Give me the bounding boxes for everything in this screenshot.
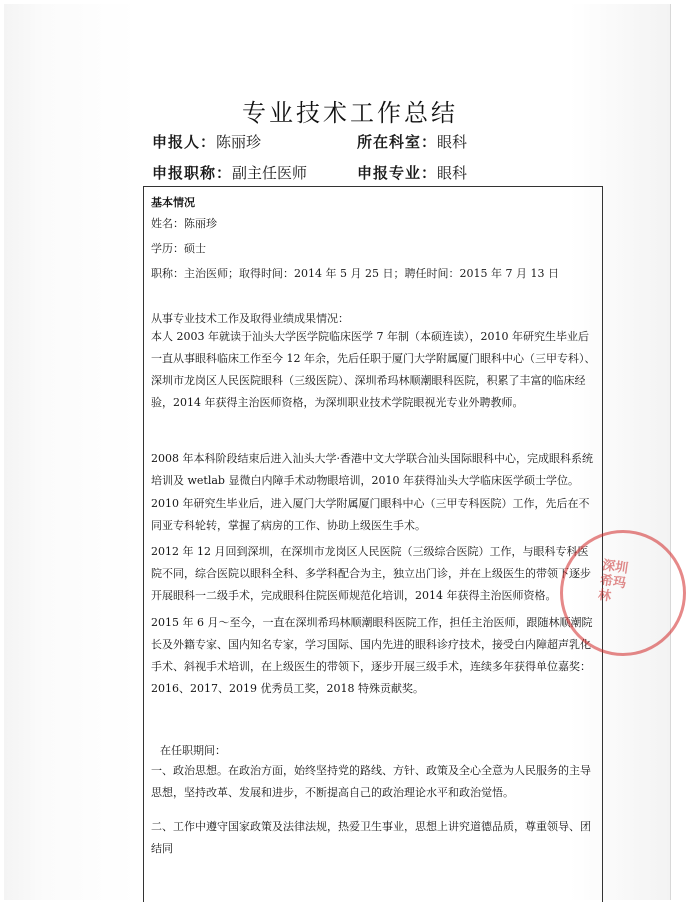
basic-info-heading: 基本情况 xyxy=(151,196,195,209)
department-value: 眼科 xyxy=(437,133,468,151)
apply-major-label: 申报专业： xyxy=(357,164,438,182)
name-line: 姓名：陈丽珍 xyxy=(151,217,217,230)
apply-title-value: 副主任医师 xyxy=(232,164,308,182)
work-paragraph-1: 本人 2003 年就读于汕头大学医学院临床医学 7 年制（本硕连读），2010 年研究生毕业后一直从事眼科临床工作至今 12 年余，先后任职于厦门大学附属厦门眼科中心（三甲专科）、深圳市龙岗区人民医院眼科（三级医院）、深圳希玛林顺潮眼科医院，积累了丰富的临床经验，2014 年获得主治医师资格，为深圳职业技术学院眼视光专业外聘教师。 xyxy=(151,330,596,409)
tenure-heading: 在任职期间： xyxy=(160,744,226,757)
department-field xyxy=(357,131,467,152)
work-paragraph-2: 2008 年本科阶段结束后进入汕头大学·香港中文大学联合汕头国际眼科中心，完成眼科系统培训及 wetlab 显微白内障手术动物眼培训，2010 年获得汕头大学临床医学硕士学位。 xyxy=(151,452,593,487)
work-heading: 从事专业技术工作及取得业绩成果情况： xyxy=(151,312,349,325)
work-paragraph-5: 2015 年 6 月～至今，一直在深圳希玛林顺潮眼科医院工作，担任主治医师，跟随林顺潮院长及外籍专家、国内知名专家，学习国际、国内先进的眼科诊疗技术，接受白内障超声乳化手术、斜视手术培训，在上级医生的带领下，逐步开展三级手术，连续多年获得单位嘉奖：2016、2017、2019 优秀员工奖，2018 特殊贡献奖。 xyxy=(151,616,593,695)
tenure-paragraph-2: 二、工作中遵守国家政策及法律法规，热爱卫生事业，思想上讲究道德品质，尊重领导、团结同 xyxy=(151,820,591,855)
apply-title-label: 申报职称： xyxy=(152,164,233,182)
applicant-field xyxy=(152,131,261,152)
apply-title-field xyxy=(152,162,307,183)
hospital-seal-text: 深圳希玛林 xyxy=(597,558,630,605)
department-label: 所在科室： xyxy=(357,133,438,151)
apply-major-value: 眼科 xyxy=(437,164,468,182)
document-title: 专业技术工作总结 xyxy=(242,99,458,127)
apply-major-field xyxy=(357,162,467,183)
work-paragraph-4: 2012 年 12 月回到深圳，在深圳市龙岗区人民医院（三级综合医院）工作，与眼科专科医院不同，综合医院以眼科全科、多学科配合为主，独立出门诊，并在上级医生的带领下逐步开展眼科一二级手术，完成眼科住院医师规范化培训，2014 年获得主治医师资格。 xyxy=(151,545,591,602)
applicant-value: 陈丽珍 xyxy=(216,133,262,151)
tenure-paragraph-1: 一、政治思想。在政治方面，始终坚持党的路线、方针、政策及全心全意为人民服务的主导思想，坚持改革、发展和进步，不断提高自己的政治理论水平和政治觉悟。 xyxy=(151,764,591,799)
work-paragraph-3: 2010 年研究生毕业后，进入厦门大学附属厦门眼科中心（三甲专科医院）工作，先后在不同亚专科轮转，掌握了病房的工作、协助上级医生手术。 xyxy=(151,497,590,532)
education-line: 学历：硕士 xyxy=(151,242,206,255)
applicant-label: 申报人： xyxy=(152,133,217,151)
position-line: 职称：主治医师；取得时间：2014 年 5 月 25 日；聘任时间：2015 年 7 月 13 日 xyxy=(151,267,559,280)
